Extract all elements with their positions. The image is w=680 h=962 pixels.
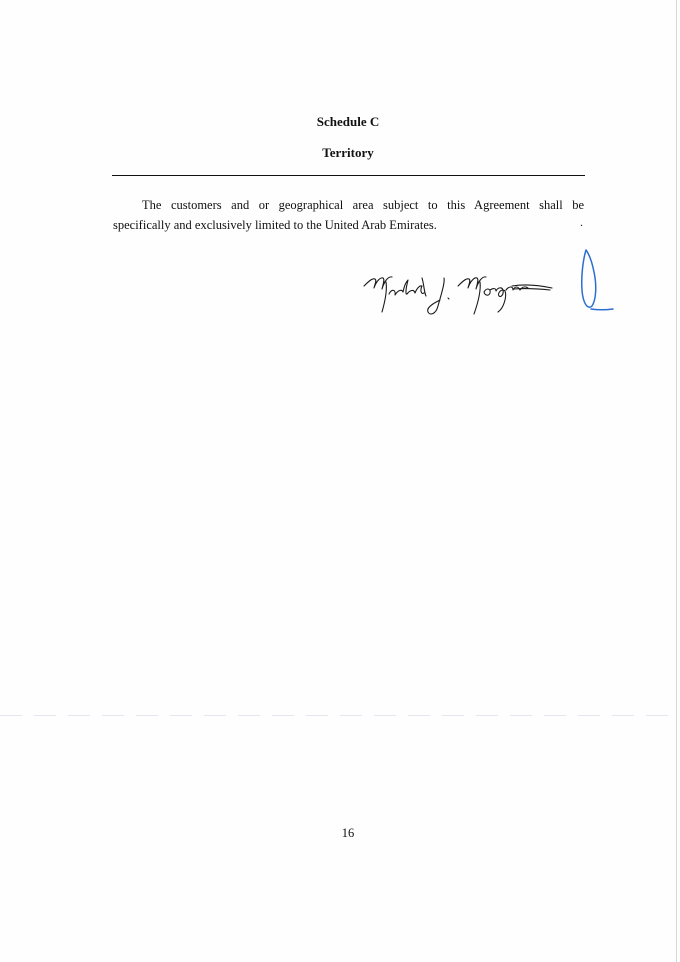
territory-clause <box>113 195 584 235</box>
stray-mark: . <box>580 215 583 229</box>
clause-line-2: specifically and exclusively limited to the United Arab Emirates. <box>113 218 437 232</box>
signature-image <box>362 268 556 326</box>
initial-mark <box>578 246 616 314</box>
schedule-title: Schedule C <box>316 114 380 129</box>
scan-artifact <box>0 715 680 716</box>
section-title: Territory <box>322 145 374 160</box>
page-number: 16 <box>341 826 355 840</box>
divider-rule <box>112 175 585 176</box>
clause-line-1: The customers and or geographical area subject to this Agreement shall be <box>142 198 584 212</box>
